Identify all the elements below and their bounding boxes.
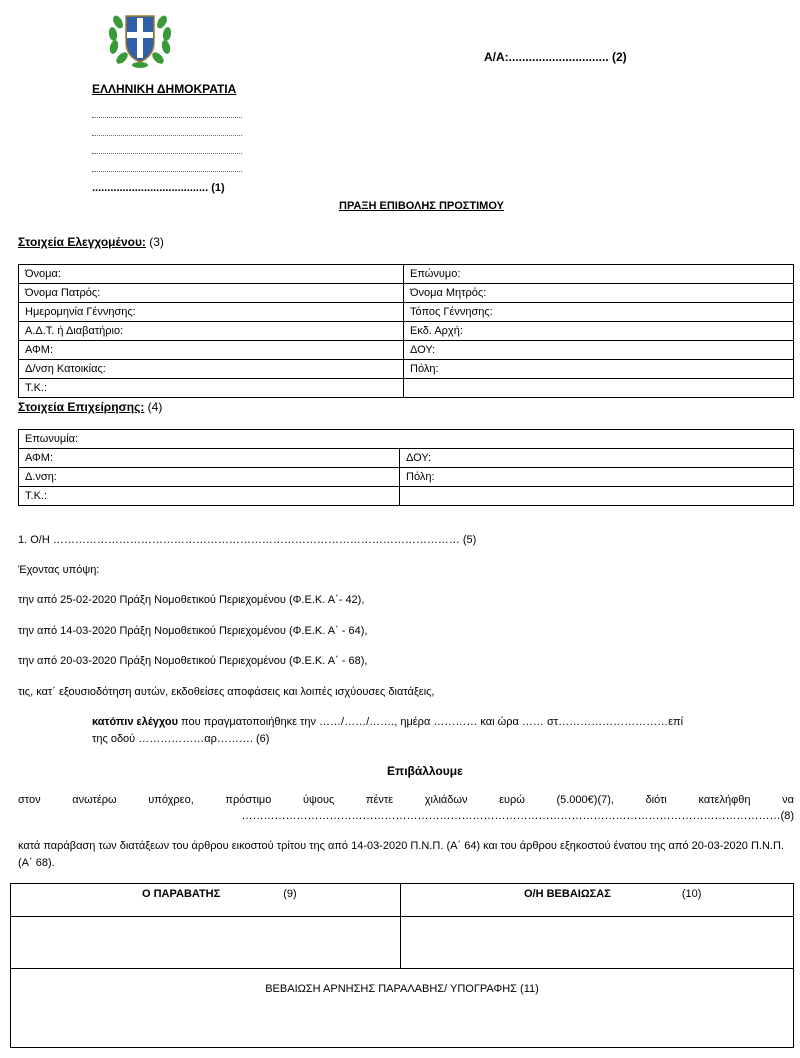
offender-label: Ο ΠΑΡΑΒΑΤΗΣ (142, 888, 221, 900)
fine-word: διότι (645, 794, 667, 806)
table-row (19, 284, 794, 303)
considering-label: Έχοντας υπόψη: (18, 564, 100, 576)
table-row (11, 917, 794, 969)
authority-line-2 (92, 135, 242, 136)
business-heading-note: (4) (147, 400, 163, 414)
field-father-name[interactable]: Όνομα Πατρός: (19, 284, 404, 303)
fine-word: υπόχρεο, (148, 794, 194, 806)
table-row (19, 360, 794, 379)
field-id-passport[interactable]: Α.Δ.Τ. ή Διαβατήριο: (19, 322, 404, 341)
fine-line (18, 794, 794, 806)
officer-line: 1. Ο/Η ………………………………………………………………………………………………… (5) (18, 534, 477, 546)
legal-ref-3: την από 20-03-2020 Πράξη Νομοθετικού Περιεχομένου (Φ.Ε.Κ. Α΄ - 68), (18, 655, 368, 667)
authority-line-3 (92, 153, 242, 154)
officer-note: (10) (681, 888, 702, 900)
field-first-name[interactable]: Όνομα: (19, 265, 404, 284)
refusal-label: ΒΕΒΑΙΩΣΗ ΑΡΝΗΣΗΣ ΠΑΡΑΛΑΒΗΣ/ ΥΠΟΓΡΑΦΗΣ (11) (265, 983, 539, 995)
fine-word: ανωτέρω (72, 794, 117, 806)
field-business-postal-code[interactable]: Τ.Κ.: (19, 487, 400, 506)
table-row (19, 379, 794, 398)
aa-number-field: Α/Α:.............................. (2) (484, 50, 627, 64)
inspected-heading-label: Στοιχεία Ελεγχομένου: (18, 235, 146, 249)
authority-line-1 (92, 117, 242, 118)
field-business-afm[interactable]: ΑΦΜ: (19, 449, 400, 468)
table-row (19, 303, 794, 322)
field-postal-code[interactable]: Τ.Κ.: (19, 379, 404, 398)
offender-header (11, 884, 401, 917)
field-mother-name[interactable]: Όνομα Μητρός: (404, 284, 794, 303)
business-heading-label: Στοιχεία Επιχείρησης: (18, 400, 145, 414)
table-row (11, 884, 794, 917)
table-row (19, 341, 794, 360)
fine-word: κατελήφθη (698, 794, 751, 806)
inspected-table (18, 264, 794, 398)
authority-line-numbered: ...................................... (1) (92, 182, 225, 194)
business-table (18, 429, 794, 506)
table-row (19, 449, 794, 468)
field-business-name[interactable]: Επωνυμία: (19, 430, 794, 449)
impose-heading: Επιβάλλουμε (387, 764, 463, 778)
fine-word: να (782, 794, 794, 806)
fine-word: πέντε (365, 794, 394, 806)
field-business-city[interactable]: Πόλη: (400, 468, 794, 487)
field-surname[interactable]: Επώνυμο: (404, 265, 794, 284)
legal-ref-4: τις, κατ΄ εξουσιοδότηση αυτών, εκδοθείσες αποφάσεις και λοιπές ισχύουσες διατάξεις, (18, 686, 435, 698)
document-title: ΠΡΑΞΗ ΕΠΙΒΟΛΗΣ ΠΡΟΣΤΙΜΟΥ (339, 200, 504, 212)
field-business-doy[interactable]: ΔΟΥ: (400, 449, 794, 468)
fine-word: στον (18, 794, 41, 806)
inspection-line (92, 716, 683, 728)
inspection-text: που πραγματοποιήθηκε την ……/……/……., ημέρα ………… και ώρα …… στ…………………………επί (177, 716, 684, 728)
authority-line-4 (92, 171, 242, 172)
table-row (19, 265, 794, 284)
field-birth-place[interactable]: Τόπος Γέννησης: (404, 303, 794, 322)
fine-word: ευρώ (499, 794, 525, 806)
field-doy[interactable]: ΔΟΥ: (404, 341, 794, 360)
table-row (19, 487, 794, 506)
field-issuing-authority[interactable]: Εκδ. Αρχή: (404, 322, 794, 341)
field-city[interactable]: Πόλη: (404, 360, 794, 379)
inspected-heading-note: (3) (149, 235, 164, 249)
officer-header (401, 884, 794, 917)
table-row (11, 969, 794, 1048)
table-row (19, 430, 794, 449)
field-empty[interactable] (404, 379, 794, 398)
legal-ref-1: την από 25-02-2020 Πράξη Νομοθετικού Περιεχομένου (Φ.Ε.Κ. Α΄- 42), (18, 594, 365, 606)
fine-word: ύψους (302, 794, 335, 806)
table-row (19, 468, 794, 487)
business-heading (18, 400, 162, 414)
coat-of-arms-emblem (104, 8, 176, 70)
fine-word: χιλιάδων (424, 794, 468, 806)
fine-reason-dots: …………………………………………………………………………………………………………………………………(8) (241, 810, 794, 822)
offender-signature-box[interactable] (11, 917, 401, 969)
legal-ref-2: την από 14-03-2020 Πράξη Νομοθετικού Περιεχομένου (Φ.Ε.Κ. Α΄ - 64), (18, 625, 368, 637)
inspection-bold: κατόπιν ελέγχου (92, 716, 178, 728)
fine-word: πρόστιμο (225, 794, 272, 806)
officer-label: Ο/Η ΒΕΒΑΙΩΣΑΣ (524, 888, 611, 900)
violation-text: κατά παράβαση των διατάξεων του άρθρου εικοστού τρίτου της από 14-03-2020 Π.Ν.Π. (Α΄ 64) και του άρθρου εξηκοστού ένατου της από 20-03-2020 Π.Ν.Π. (Α΄ 68). (18, 840, 784, 869)
offender-note: (9) (283, 888, 297, 900)
republic-title: ΕΛΛΗΝΙΚΗ ΔΗΜΟΚΡΑΤΙΑ (92, 82, 237, 96)
fine-amount: (5.000€)(7), (556, 794, 614, 806)
table-row (19, 322, 794, 341)
field-business-empty[interactable] (400, 487, 794, 506)
officer-signature-box[interactable] (401, 917, 794, 969)
field-business-address[interactable]: Δ.νση: (19, 468, 400, 487)
inspected-heading (18, 235, 164, 249)
field-afm[interactable]: ΑΦΜ: (19, 341, 404, 360)
inspection-line-2: της οδού ………………αρ………. (6) (92, 733, 270, 745)
refusal-box[interactable] (11, 969, 794, 1048)
field-birth-date[interactable]: Ημερομηνία Γέννησης: (19, 303, 404, 322)
signature-table (10, 883, 794, 1048)
field-address[interactable]: Δ/νση Κατοικίας: (19, 360, 404, 379)
